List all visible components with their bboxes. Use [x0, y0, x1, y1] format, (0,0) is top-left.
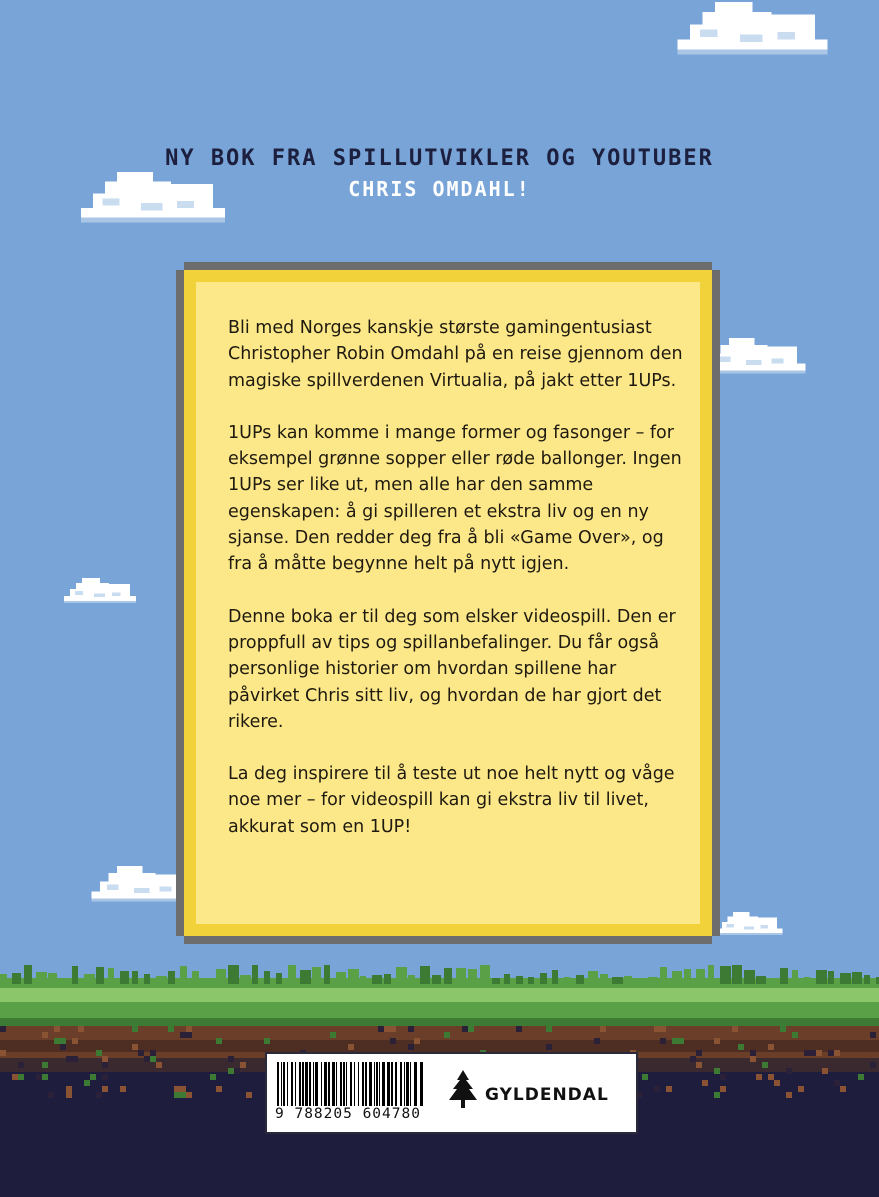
isbn-number: 9 788205 604780 [275, 1106, 421, 1122]
headline-line-2: CHRIS OMDAHL! [348, 177, 531, 201]
publisher-name: GYLDENDAL [485, 1085, 609, 1105]
cloud-top-right [678, 2, 828, 55]
tree-icon [447, 1070, 479, 1114]
blurb-text [228, 315, 688, 866]
cloud-left-middle [64, 578, 136, 603]
barcode [277, 1062, 427, 1106]
blurb-paragraph: Denne boka er til deg som elsker videospill. Den er proppfull av tips og spillanbefalinger. Du får også personlige historier om hvordan spillene har påvirket Chris sitt liv, og hvordan de har gjort det rikere. [228, 606, 676, 732]
cloud-lower-right [717, 912, 783, 935]
headline-line-1: NY BOK FRA SPILLUTVIKLER OG YOUTUBER [165, 146, 714, 171]
blurb-paragraph: 1UPs kan komme i mange former og fasonger – for eksempel grønne sopper eller røde ballonger. Ingen 1UPs ser like ut, men alle har den samme egenskapen: å gi spilleren et ekstra liv og en ny sjanse. Den redder deg fra å bli «Game Over», og fra å måtte begynne helt på nytt igjen. [228, 422, 682, 575]
blurb-paragraph: Bli med Norges kanskje største gamingentusiast Christopher Robin Omdahl på en reise gjennom den magiske spillverdenen Virtualia, på jakt etter 1UPs. [228, 318, 683, 391]
barcode-publisher-box [265, 1052, 638, 1134]
blurb-paragraph: La deg inspirere til å teste ut noe helt nytt og våge noe mer – for videospill kan gi ekstra liv til livet, akkurat som en 1UP! [228, 764, 675, 837]
